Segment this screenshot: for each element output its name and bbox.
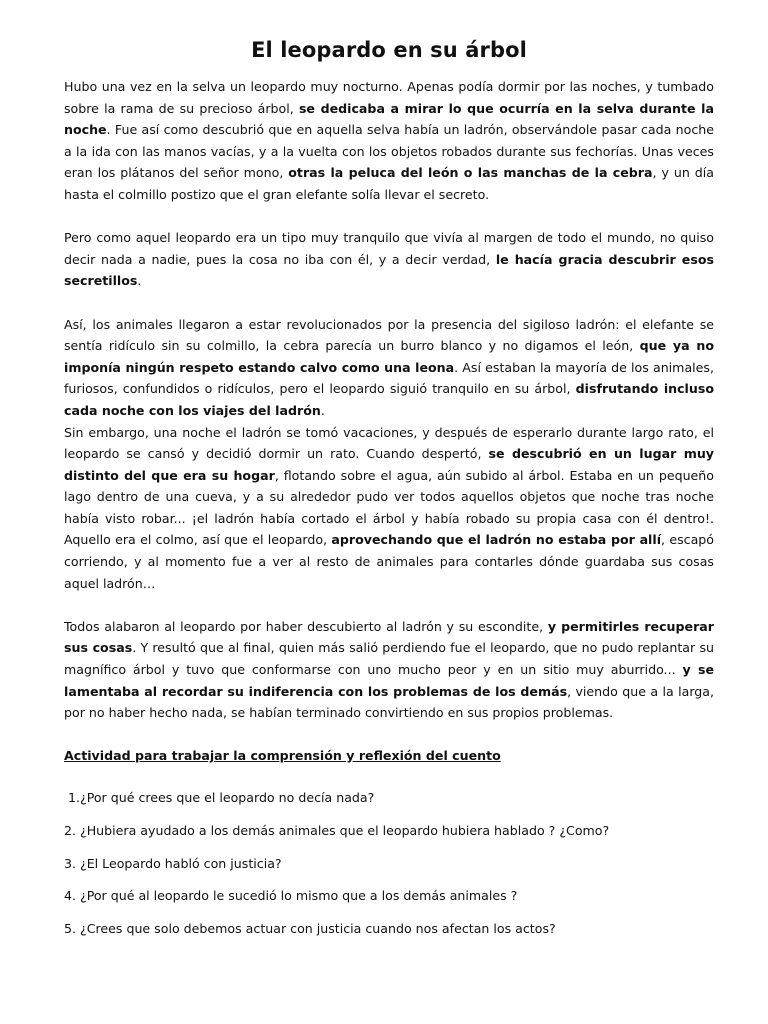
activity-title: Actividad para trabajar la comprensión y reflexión del cuento: [64, 747, 501, 763]
paragraph-bold-text: que ya no imponía ningún respeto estando calvo como una leona: [64, 338, 714, 375]
question-item: 1.¿Por qué crees que el leopardo no decía nada?: [68, 790, 375, 806]
question-item: 4. ¿Por qué al leopardo le sucedió lo mismo que a los demás animales ?: [64, 888, 518, 904]
paragraph-text: . Así estaban la mayoría de los animales, furiosos, confundidos o ridículos, pero el leopardo siguió tranquilo en su árbol,: [64, 359, 714, 397]
paragraph-text: Hubo una vez en la selva un leopardo muy nocturno. Apenas podía dormir por las noches, y tumbado sobre la rama de su precioso árbol,: [64, 79, 714, 116]
paragraph-text: .: [137, 273, 142, 289]
story-paragraph: [64, 422, 714, 595]
paragraph-text: , flotando sobre el agua, aún subido al árbol. Estaba en un pequeño lago dentro de una cueva, y a su alrededor pudo ver todos aquellos objetos que noche tras noche había visto robar... ¡el ladrón había cortado el árbol y había robado su propia casa con él dentro!. Aquello era el colmo, así que el leopardo,: [64, 467, 714, 548]
paragraph-bold-text: y permitirles recuperar sus cosas: [64, 618, 714, 656]
paragraph-bold-text: aprovechando que el ladrón no estaba por allí: [331, 532, 662, 548]
paragraph-bold-text: otras la peluca del león o las manchas de la cebra: [288, 165, 653, 181]
question-item: 2. ¿Hubiera ayudado a los demás animales que el leopardo hubiera hablado ? ¿Como?: [64, 823, 610, 838]
paragraph-text: , viendo que a la larga, por no haber hecho nada, se habían terminado convirtiendo en sus propios problemas.: [64, 683, 714, 721]
document-page: [64, 32, 714, 950]
story-paragraph: [64, 616, 714, 724]
question-item: 3. ¿El Leopardo habló con justicia?: [64, 855, 282, 871]
paragraph-text: Todos alabaron al leopardo por haber descubierto al ladrón y su escondite,: [64, 618, 548, 634]
paragraph-text: Así, los animales llegaron a estar revolucionados por la presencia del sigiloso ladrón: el elefante se sentía ridículo sin su colmillo, la cebra parecía un burro blanco y no digamos el león,: [64, 316, 714, 354]
paragraph-text: , y un día hasta el colmillo postizo que el gran elefante solía llevar el secreto.: [64, 165, 714, 202]
paragraph-text: Sin embargo, una noche el ladrón se tomó vacaciones, y después de esperarlo durante largo rato, el leopardo se cansó y decidió dormir un rato. Cuando despertó,: [64, 424, 714, 462]
paragraph-bold-text: y se lamentaba al recordar su indiferencia con los problemas de los demás: [64, 662, 714, 699]
page-title: El leopardo en su árbol: [251, 38, 527, 62]
question-item: 5. ¿Crees que solo debemos actuar con justicia cuando nos afectan los actos?: [64, 920, 556, 936]
paragraph-bold-text: le hacía gracia descubrir esos secretillos: [64, 251, 714, 289]
paragraph-bold-text: se dedicaba a mirar lo que ocurría en la selva durante la noche: [64, 100, 714, 138]
paragraph-text: Pero como aquel leopardo era un tipo muy tranquilo que vivía al margen de todo el mundo, no quiso decir nada a nadie, pues la cosa no iba con él, y a decir verdad,: [64, 230, 714, 267]
story-body: [64, 76, 714, 724]
story-paragraph: [64, 227, 714, 292]
paragraph-text: , escapó corriendo, y al momento fue a ver al resto de animales para contarles dónde guardaba sus cosas aquel ladrón…: [64, 532, 714, 591]
paragraph-bold-text: disfrutando incluso cada noche con los viajes del ladrón: [64, 381, 714, 418]
paragraph-bold-text: se descubrió en un lugar muy distinto del que era su hogar: [64, 446, 714, 483]
paragraph-text: .: [320, 402, 325, 418]
activity-section: [64, 745, 714, 940]
question-list: [64, 787, 714, 939]
story-paragraph: [64, 76, 714, 206]
paragraph-text: . Y resultó que al final, quien más salió perdiendo fue el leopardo, que no pudo replantar su magnífico árbol y tuvo que conformarse con uno mucho peor y en un sitio muy aburrido...: [64, 640, 714, 678]
paragraph-text: . Fue así como descubrió que en aquella selva había un ladrón, observándole pasar cada noche a la ida con las manos vacías, y a la vuelta con los objetos robados durante sus fechorías. Unas veces eran los plátanos del señor mono,: [64, 122, 714, 181]
story-paragraph: [64, 314, 714, 422]
